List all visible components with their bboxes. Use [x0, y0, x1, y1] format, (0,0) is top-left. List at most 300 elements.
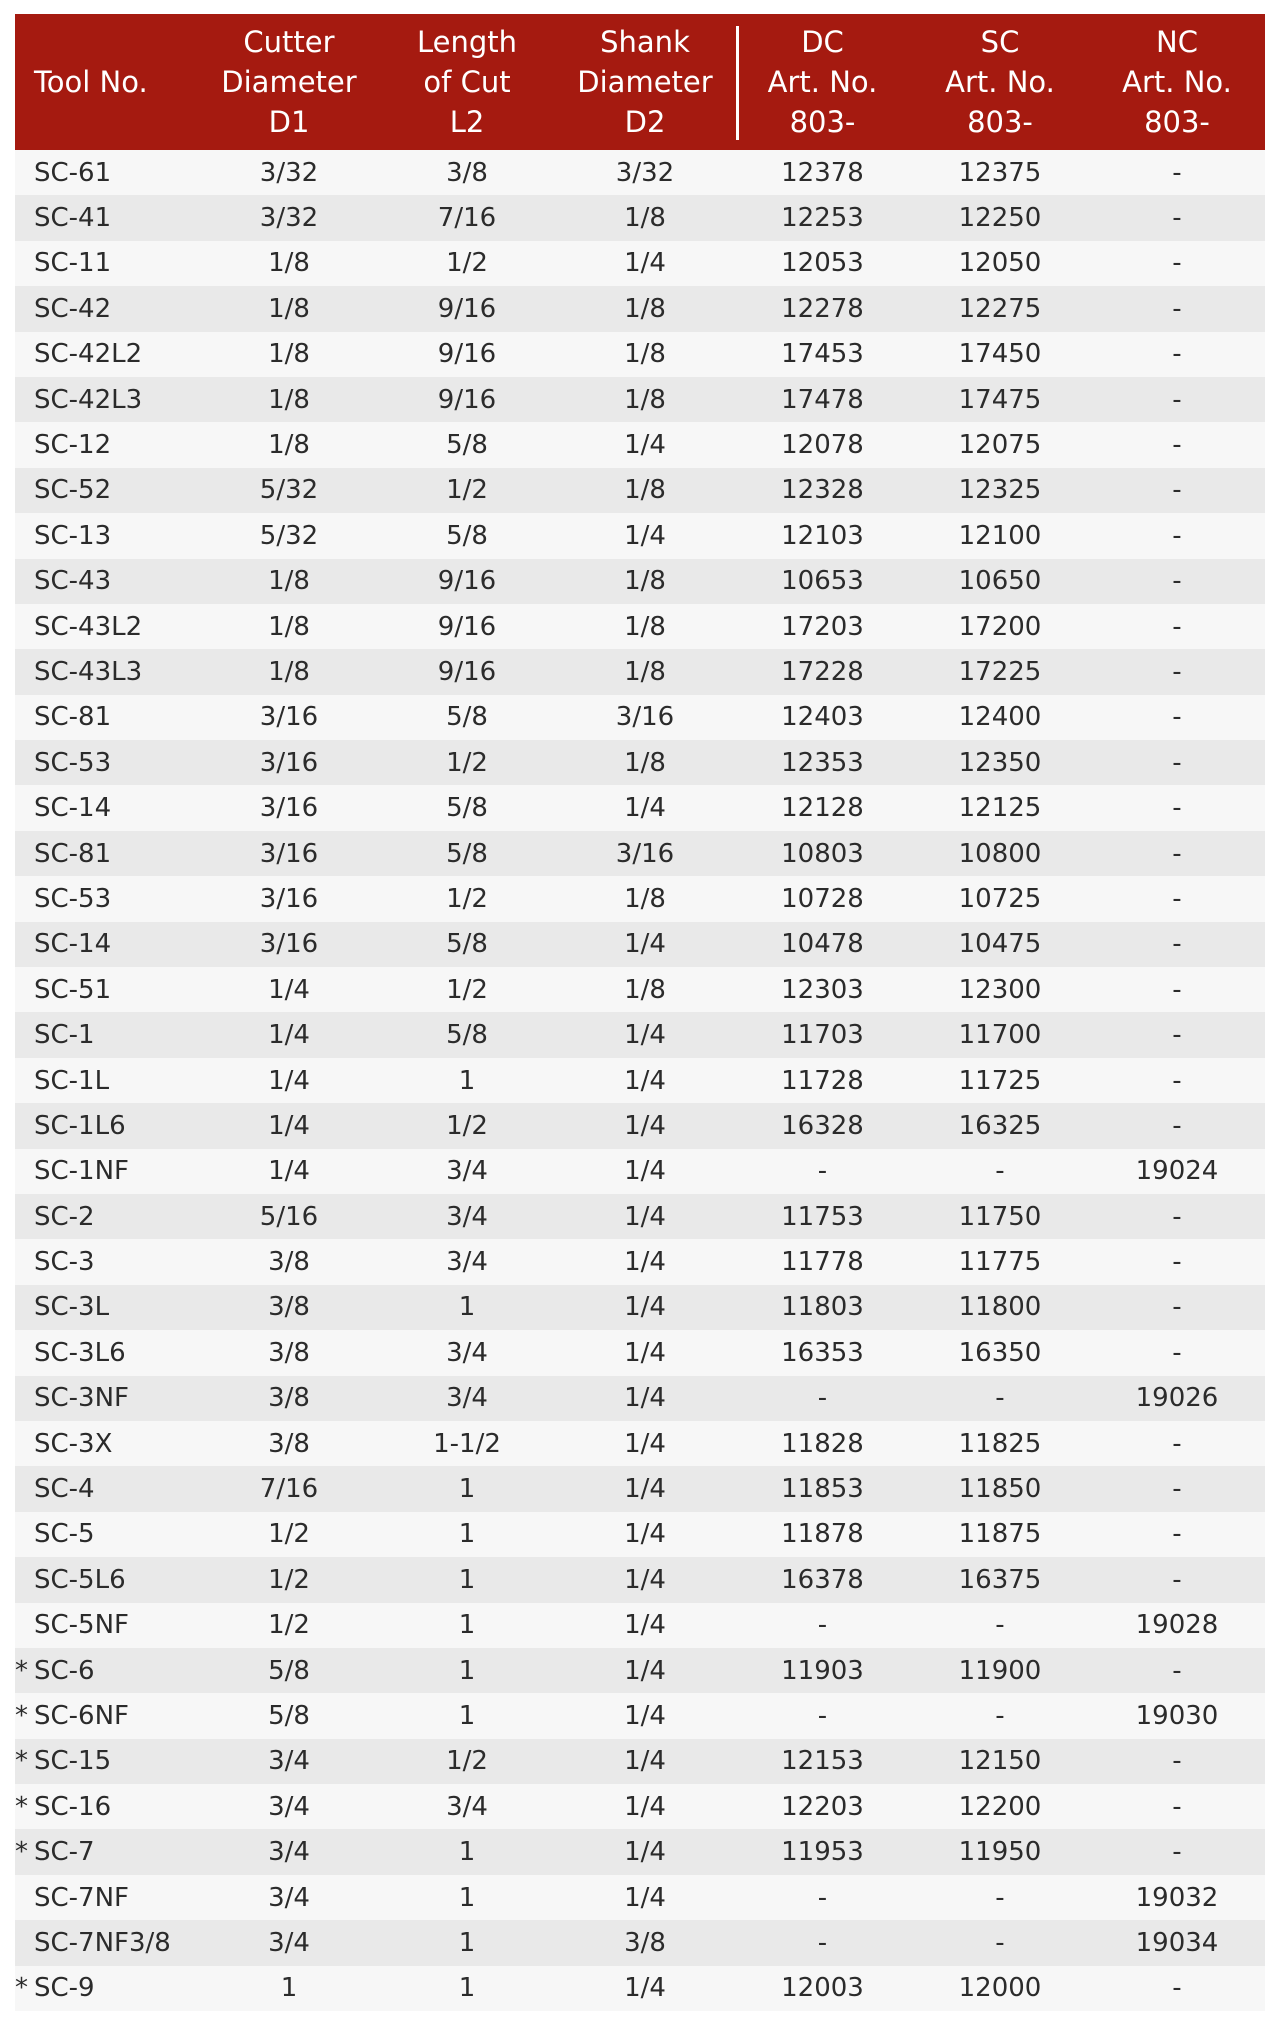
cell-length-of-cut: 1	[378, 1875, 556, 1920]
cell-cutter-diameter: 1/8	[200, 649, 378, 694]
cell-length-of-cut: 1/2	[378, 1103, 556, 1148]
cell-shank-diameter: 1/4	[556, 1058, 734, 1103]
cell-cutter-diameter: 1/4	[200, 967, 378, 1012]
cell-length-of-cut: 1	[378, 1058, 556, 1103]
cell-shank-diameter: 1/4	[556, 1966, 734, 2011]
cell-cutter-diameter: 1	[200, 1966, 378, 2011]
cell-shank-diameter: 1/4	[556, 513, 734, 558]
cell-length-of-cut: 9/16	[378, 559, 556, 604]
column-header-sc-art-no	[911, 14, 1089, 150]
column-header-line: Tool No.	[34, 65, 148, 99]
cell-dc-art-no: 12003	[734, 1966, 911, 2011]
cell-dc-art-no: 11778	[734, 1239, 911, 1284]
cell-tool-no	[15, 1875, 200, 1920]
cell-nc-art-no: -	[1089, 422, 1265, 467]
cell-tool-no	[15, 286, 200, 331]
tool-no-text: SC-13	[34, 520, 112, 551]
tool-no-text: SC-6NF	[34, 1700, 129, 1731]
cell-dc-art-no: 12153	[734, 1739, 911, 1784]
cell-nc-art-no: -	[1089, 1557, 1265, 1602]
cell-cutter-diameter: 1/4	[200, 1058, 378, 1103]
tool-no-text: SC-14	[34, 929, 112, 960]
cell-dc-art-no: 17203	[734, 604, 911, 649]
cell-nc-art-no: 19030	[1089, 1693, 1265, 1738]
cell-tool-no	[15, 513, 200, 558]
table-row	[15, 785, 1265, 830]
cell-dc-art-no: 12128	[734, 785, 911, 830]
cell-cutter-diameter: 1/8	[200, 377, 378, 422]
tool-no-text: SC-81	[34, 838, 112, 869]
cell-shank-diameter: 1/4	[556, 1012, 734, 1057]
cell-tool-no	[15, 377, 200, 422]
cell-length-of-cut: 1-1/2	[378, 1421, 556, 1466]
cell-dc-art-no: 10728	[734, 876, 911, 921]
tool-no-text: SC-43	[34, 566, 112, 597]
cell-tool-no	[15, 1285, 200, 1330]
cell-tool-no	[15, 785, 200, 830]
cell-tool-no	[15, 922, 200, 967]
tool-no-text: SC-6	[34, 1655, 95, 1686]
cell-cutter-diameter: 3/16	[200, 922, 378, 967]
cell-nc-art-no: -	[1089, 1739, 1265, 1784]
cell-tool-no	[15, 1149, 200, 1194]
cell-tool-no	[15, 1466, 200, 1511]
tool-no-text: SC-7NF3/8	[34, 1927, 171, 1958]
cell-length-of-cut: 1	[378, 1557, 556, 1602]
table-row	[15, 1012, 1265, 1057]
cell-cutter-diameter: 3/16	[200, 740, 378, 785]
column-header-dc-art-no	[734, 14, 911, 150]
cell-shank-diameter: 1/4	[556, 1739, 734, 1784]
cell-length-of-cut: 5/8	[378, 422, 556, 467]
table-row	[15, 377, 1265, 422]
table-row	[15, 649, 1265, 694]
cell-tool-no	[15, 1512, 200, 1557]
cell-dc-art-no: 10653	[734, 559, 911, 604]
tool-no-text: SC-42	[34, 293, 112, 324]
cell-dc-art-no: 16353	[734, 1330, 911, 1375]
cell-dc-art-no: 12253	[734, 195, 911, 240]
table-row	[15, 922, 1265, 967]
footnote-marker: *	[15, 1746, 28, 1777]
cell-shank-diameter: 1/4	[556, 1693, 734, 1738]
cell-sc-art-no: 12050	[911, 241, 1089, 286]
table-row	[15, 422, 1265, 467]
cell-dc-art-no: 11828	[734, 1421, 911, 1466]
cell-tool-no	[15, 1603, 200, 1648]
table-row	[15, 513, 1265, 558]
cell-shank-diameter: 1/4	[556, 1285, 734, 1330]
cell-nc-art-no: -	[1089, 1829, 1265, 1874]
tool-no-text: SC-53	[34, 747, 112, 778]
cell-shank-diameter: 1/4	[556, 1421, 734, 1466]
cell-dc-art-no: 12278	[734, 286, 911, 331]
cell-shank-diameter: 1/4	[556, 1466, 734, 1511]
cell-tool-no	[15, 740, 200, 785]
cell-length-of-cut: 1/2	[378, 740, 556, 785]
cell-dc-art-no: 11853	[734, 1466, 911, 1511]
footnote-marker: *	[15, 1655, 28, 1686]
cell-shank-diameter: 1/8	[556, 332, 734, 377]
cell-sc-art-no: 11700	[911, 1012, 1089, 1057]
column-header-line: Diameter	[577, 65, 713, 99]
column-header-line: SC	[980, 25, 1020, 59]
cell-tool-no	[15, 559, 200, 604]
cell-shank-diameter: 1/4	[556, 1330, 734, 1375]
header-row	[15, 14, 1265, 150]
column-header-line: 803-	[1144, 105, 1210, 139]
cell-length-of-cut: 1	[378, 1648, 556, 1693]
cell-sc-art-no: 16350	[911, 1330, 1089, 1375]
cell-tool-no	[15, 1376, 200, 1421]
table-row	[15, 1784, 1265, 1829]
cell-shank-diameter: 1/4	[556, 1784, 734, 1829]
cell-shank-diameter: 3/16	[556, 695, 734, 740]
table-row	[15, 1557, 1265, 1602]
cell-length-of-cut: 3/4	[378, 1239, 556, 1284]
cell-sc-art-no: -	[911, 1920, 1089, 1965]
cell-shank-diameter: 1/4	[556, 241, 734, 286]
cell-nc-art-no: -	[1089, 967, 1265, 1012]
column-header-line: D2	[624, 105, 666, 139]
cell-cutter-diameter: 3/32	[200, 150, 378, 195]
tool-no-text: SC-53	[34, 883, 112, 914]
column-header-line: Diameter	[221, 65, 357, 99]
cell-nc-art-no: -	[1089, 785, 1265, 830]
tool-no-text: SC-61	[34, 157, 112, 188]
cell-length-of-cut: 1	[378, 1693, 556, 1738]
cell-nc-art-no: -	[1089, 1466, 1265, 1511]
cell-dc-art-no: 11703	[734, 1012, 911, 1057]
tool-no-text: SC-3L	[34, 1292, 110, 1323]
table-row	[15, 1603, 1265, 1648]
cell-dc-art-no: 11728	[734, 1058, 911, 1103]
cell-sc-art-no: 11775	[911, 1239, 1089, 1284]
cell-sc-art-no: 16325	[911, 1103, 1089, 1148]
cell-shank-diameter: 1/8	[556, 195, 734, 240]
cell-nc-art-no: -	[1089, 332, 1265, 377]
tool-no-text: SC-41	[34, 203, 112, 234]
cell-shank-diameter: 3/16	[556, 831, 734, 876]
cell-sc-art-no: 12000	[911, 1966, 1089, 2011]
cell-shank-diameter: 1/4	[556, 1648, 734, 1693]
cell-sc-art-no: 17200	[911, 604, 1089, 649]
tool-no-text: SC-5NF	[34, 1610, 129, 1641]
column-header-line: Art. No.	[767, 65, 878, 99]
cell-tool-no	[15, 1557, 200, 1602]
cell-tool-no	[15, 876, 200, 921]
table-row	[15, 740, 1265, 785]
cell-dc-art-no: -	[734, 1376, 911, 1421]
tool-no-text: SC-12	[34, 430, 112, 461]
table-row	[15, 1194, 1265, 1239]
cell-shank-diameter: 1/8	[556, 604, 734, 649]
cell-nc-art-no: -	[1089, 1058, 1265, 1103]
cell-shank-diameter: 1/8	[556, 377, 734, 422]
cell-length-of-cut: 5/8	[378, 695, 556, 740]
cell-sc-art-no: 12200	[911, 1784, 1089, 1829]
cell-nc-art-no: 19032	[1089, 1875, 1265, 1920]
table-row	[15, 831, 1265, 876]
cell-cutter-diameter: 1/8	[200, 286, 378, 331]
cell-nc-art-no: -	[1089, 1512, 1265, 1557]
cell-dc-art-no: 11753	[734, 1194, 911, 1239]
cell-nc-art-no: -	[1089, 559, 1265, 604]
cell-length-of-cut: 5/8	[378, 785, 556, 830]
column-header-line: of Cut	[423, 65, 511, 99]
cell-shank-diameter: 1/4	[556, 1103, 734, 1148]
tool-no-text: SC-1NF	[34, 1156, 129, 1187]
cell-sc-art-no: 11950	[911, 1829, 1089, 1874]
cell-shank-diameter: 1/4	[556, 1149, 734, 1194]
cell-sc-art-no: 11825	[911, 1421, 1089, 1466]
table-row	[15, 1376, 1265, 1421]
column-header-line: 803-	[967, 105, 1033, 139]
cell-length-of-cut: 1	[378, 1466, 556, 1511]
column-header-line: Art. No.	[1122, 65, 1232, 99]
cell-length-of-cut: 3/4	[378, 1149, 556, 1194]
cell-nc-art-no: -	[1089, 1648, 1265, 1693]
cell-tool-no	[15, 1693, 200, 1738]
column-header-line: L2	[449, 105, 485, 139]
cell-tool-no	[15, 1058, 200, 1103]
table-row	[15, 241, 1265, 286]
cell-dc-art-no: 12203	[734, 1784, 911, 1829]
cell-dc-art-no: -	[734, 1603, 911, 1648]
cell-cutter-diameter: 3/4	[200, 1829, 378, 1874]
cell-tool-no	[15, 1829, 200, 1874]
cell-dc-art-no: -	[734, 1693, 911, 1738]
cell-length-of-cut: 5/8	[378, 1012, 556, 1057]
cell-sc-art-no: -	[911, 1693, 1089, 1738]
cell-length-of-cut: 3/4	[378, 1194, 556, 1239]
tool-no-text: SC-43L2	[34, 611, 143, 642]
cell-shank-diameter: 1/4	[556, 1512, 734, 1557]
cell-sc-art-no: -	[911, 1875, 1089, 1920]
cell-nc-art-no: 19024	[1089, 1149, 1265, 1194]
cell-length-of-cut: 1/2	[378, 1739, 556, 1784]
cell-sc-art-no: 11875	[911, 1512, 1089, 1557]
cell-tool-no	[15, 1239, 200, 1284]
cell-tool-no	[15, 332, 200, 377]
cell-shank-diameter: 1/8	[556, 649, 734, 694]
tool-no-text: SC-4	[34, 1474, 95, 1505]
cell-tool-no	[15, 1648, 200, 1693]
cell-nc-art-no: -	[1089, 695, 1265, 740]
cell-nc-art-no: -	[1089, 513, 1265, 558]
column-header-tool-no	[15, 14, 200, 150]
cell-sc-art-no: 12125	[911, 785, 1089, 830]
table-row	[15, 1466, 1265, 1511]
cell-cutter-diameter: 3/16	[200, 695, 378, 740]
table-row	[15, 1103, 1265, 1148]
cell-sc-art-no: 10650	[911, 559, 1089, 604]
table-row	[15, 195, 1265, 240]
cell-nc-art-no: -	[1089, 1784, 1265, 1829]
column-header-nc-art-no	[1089, 14, 1265, 150]
cell-dc-art-no: -	[734, 1875, 911, 1920]
tool-no-text: SC-42L3	[34, 384, 143, 415]
cell-nc-art-no: -	[1089, 1966, 1265, 2011]
cell-tool-no	[15, 1421, 200, 1466]
cell-length-of-cut: 3/4	[378, 1376, 556, 1421]
table-row	[15, 1693, 1265, 1738]
cell-tool-no	[15, 1194, 200, 1239]
cell-cutter-diameter: 1/4	[200, 1012, 378, 1057]
cell-length-of-cut: 3/4	[378, 1330, 556, 1375]
cell-shank-diameter: 1/4	[556, 922, 734, 967]
cell-dc-art-no: 12353	[734, 740, 911, 785]
cell-shank-diameter: 1/4	[556, 422, 734, 467]
cell-dc-art-no: 12053	[734, 241, 911, 286]
table-body	[15, 150, 1265, 2011]
cell-sc-art-no: 12250	[911, 195, 1089, 240]
cell-dc-art-no: 11878	[734, 1512, 911, 1557]
cell-sc-art-no: 11750	[911, 1194, 1089, 1239]
cell-nc-art-no: -	[1089, 1421, 1265, 1466]
footnote-marker: *	[15, 1973, 28, 2004]
cell-cutter-diameter: 5/8	[200, 1648, 378, 1693]
footnote-marker: *	[15, 1791, 28, 1822]
cell-nc-art-no: -	[1089, 150, 1265, 195]
cell-nc-art-no: -	[1089, 1330, 1265, 1375]
table-row	[15, 468, 1265, 513]
cell-sc-art-no: 11725	[911, 1058, 1089, 1103]
cell-cutter-diameter: 1/2	[200, 1603, 378, 1648]
tool-no-text: SC-2	[34, 1201, 95, 1232]
cell-tool-no	[15, 1012, 200, 1057]
cell-cutter-diameter: 1/8	[200, 604, 378, 649]
tool-no-text: SC-11	[34, 248, 112, 279]
column-header-line: DC	[801, 25, 844, 59]
cell-shank-diameter: 3/32	[556, 150, 734, 195]
cell-cutter-diameter: 5/32	[200, 513, 378, 558]
cell-sc-art-no: 10725	[911, 876, 1089, 921]
table-row	[15, 1739, 1265, 1784]
table-row	[15, 559, 1265, 604]
tool-no-text: SC-3L6	[34, 1337, 126, 1368]
cell-shank-diameter: 1/8	[556, 286, 734, 331]
table-row	[15, 1285, 1265, 1330]
cell-sc-art-no: 17450	[911, 332, 1089, 377]
cell-length-of-cut: 1/2	[378, 468, 556, 513]
cell-cutter-diameter: 3/8	[200, 1421, 378, 1466]
cell-nc-art-no: -	[1089, 468, 1265, 513]
cell-length-of-cut: 1	[378, 1603, 556, 1648]
cell-sc-art-no: 11850	[911, 1466, 1089, 1511]
cell-tool-no	[15, 1739, 200, 1784]
cell-nc-art-no: -	[1089, 1285, 1265, 1330]
cell-tool-no	[15, 604, 200, 649]
cell-length-of-cut: 9/16	[378, 332, 556, 377]
cell-sc-art-no: 11900	[911, 1648, 1089, 1693]
tool-no-text: SC-5	[34, 1519, 95, 1550]
cell-length-of-cut: 1/2	[378, 876, 556, 921]
tool-no-text: SC-52	[34, 475, 112, 506]
cell-shank-diameter: 1/4	[556, 1829, 734, 1874]
table-row	[15, 1239, 1265, 1284]
cell-length-of-cut: 9/16	[378, 649, 556, 694]
tool-no-text: SC-15	[34, 1746, 112, 1777]
cell-cutter-diameter: 3/8	[200, 1330, 378, 1375]
cell-tool-no	[15, 150, 200, 195]
table-row	[15, 967, 1265, 1012]
header-divider	[736, 26, 739, 140]
cell-tool-no	[15, 195, 200, 240]
table-row	[15, 1920, 1265, 1965]
cell-shank-diameter: 1/8	[556, 876, 734, 921]
cell-cutter-diameter: 3/8	[200, 1285, 378, 1330]
cell-nc-art-no: -	[1089, 922, 1265, 967]
cell-tool-no	[15, 468, 200, 513]
table-wrapper	[15, 14, 1265, 2011]
cell-length-of-cut: 1	[378, 1920, 556, 1965]
cell-sc-art-no: 12300	[911, 967, 1089, 1012]
column-header-cutter-diameter	[200, 14, 378, 150]
cell-sc-art-no: 12325	[911, 468, 1089, 513]
cell-cutter-diameter: 3/32	[200, 195, 378, 240]
cell-nc-art-no: -	[1089, 195, 1265, 240]
cell-shank-diameter: 1/4	[556, 1376, 734, 1421]
cell-cutter-diameter: 3/4	[200, 1739, 378, 1784]
cell-shank-diameter: 1/4	[556, 1194, 734, 1239]
cell-nc-art-no: 19026	[1089, 1376, 1265, 1421]
tool-no-text: SC-14	[34, 793, 112, 824]
cell-cutter-diameter: 1/8	[200, 241, 378, 286]
cell-length-of-cut: 1	[378, 1512, 556, 1557]
cell-tool-no	[15, 1330, 200, 1375]
cell-sc-art-no: -	[911, 1603, 1089, 1648]
cell-cutter-diameter: 1/2	[200, 1512, 378, 1557]
table-row	[15, 1966, 1265, 2011]
table-row	[15, 1875, 1265, 1920]
cell-tool-no	[15, 1920, 200, 1965]
cell-tool-no	[15, 649, 200, 694]
table-row	[15, 1648, 1265, 1693]
product-table-sheet	[15, 14, 1265, 2011]
column-header-length-of-cut	[378, 14, 556, 150]
cell-dc-art-no: 16328	[734, 1103, 911, 1148]
cell-cutter-diameter: 3/4	[200, 1875, 378, 1920]
cell-cutter-diameter: 1/4	[200, 1149, 378, 1194]
cell-sc-art-no: 16375	[911, 1557, 1089, 1602]
cell-sc-art-no: 10475	[911, 922, 1089, 967]
column-header-line: Length	[416, 25, 518, 59]
cell-nc-art-no: -	[1089, 286, 1265, 331]
cell-sc-art-no: 12100	[911, 513, 1089, 558]
cell-tool-no	[15, 695, 200, 740]
cell-cutter-diameter: 3/16	[200, 831, 378, 876]
cell-cutter-diameter: 7/16	[200, 1466, 378, 1511]
tool-no-text: SC-1L6	[34, 1110, 126, 1141]
cell-nc-art-no: -	[1089, 1194, 1265, 1239]
cell-shank-diameter: 1/8	[556, 740, 734, 785]
cell-tool-no	[15, 831, 200, 876]
column-header-line: D1	[268, 105, 310, 139]
cell-sc-art-no: 17225	[911, 649, 1089, 694]
cell-nc-art-no: -	[1089, 1239, 1265, 1284]
cell-sc-art-no: 10800	[911, 831, 1089, 876]
cell-nc-art-no: -	[1089, 604, 1265, 649]
cell-dc-art-no: 17453	[734, 332, 911, 377]
cell-shank-diameter: 1/8	[556, 559, 734, 604]
cell-cutter-diameter: 1/8	[200, 422, 378, 467]
cell-sc-art-no: 11800	[911, 1285, 1089, 1330]
tool-no-text: SC-1L	[34, 1065, 110, 1096]
column-header-line: Art. No.	[945, 65, 1055, 99]
table-row	[15, 1330, 1265, 1375]
footnote-marker: *	[15, 1700, 28, 1731]
